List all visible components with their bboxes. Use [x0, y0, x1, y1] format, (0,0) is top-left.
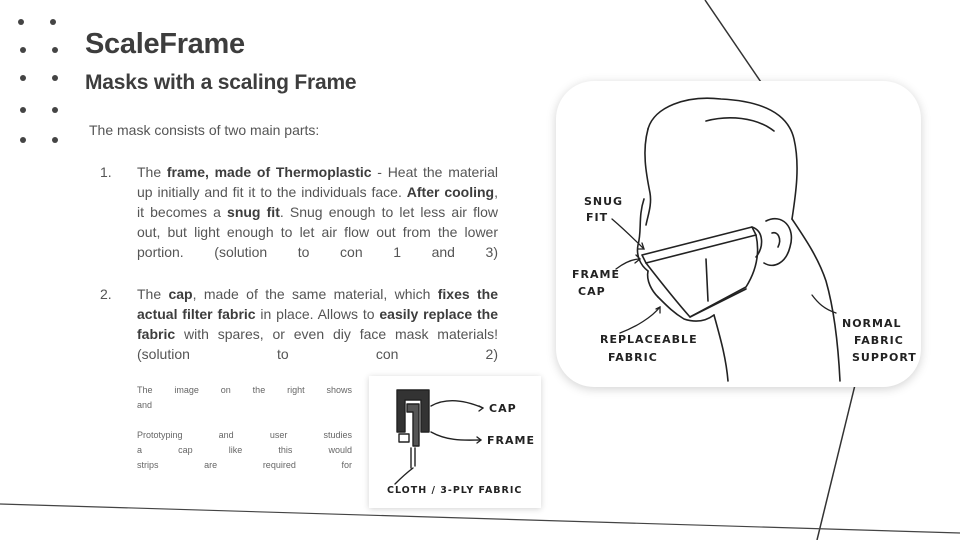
- note-line: Prototyping and user studies: [137, 430, 352, 440]
- dot: [52, 137, 58, 143]
- cap-detail-card: [369, 376, 541, 508]
- cap-detail-sketch: [369, 376, 541, 508]
- dot: [20, 107, 26, 113]
- diagonal-line-bottom: [817, 385, 855, 540]
- label-detail-frame: FRAME: [487, 434, 535, 447]
- label-normal-fabric: FABRIC: [854, 334, 904, 347]
- list-number: 2.: [100, 286, 112, 302]
- label-cap: CAP: [578, 285, 606, 298]
- label-frame: FRAME: [572, 268, 620, 281]
- note-line: strips are required for: [137, 460, 352, 470]
- label-support: SUPPORT: [852, 351, 917, 364]
- dot: [20, 75, 26, 81]
- list-number: 1.: [100, 164, 112, 180]
- emphasis: cap: [168, 286, 193, 302]
- dot: [20, 137, 26, 143]
- list-item-frame: [100, 162, 498, 262]
- slide-title: ScaleFrame: [85, 28, 245, 60]
- mask-head-sketch: [556, 81, 921, 387]
- emphasis: snug fit: [227, 204, 280, 220]
- dot: [52, 75, 58, 81]
- note-line: and: [137, 400, 153, 410]
- label-detail-cap: CAP: [489, 402, 517, 415]
- emphasis: fixes the actual filter fabric: [137, 286, 498, 322]
- item-text: The frame, made of Thermoplastic - Heat the material up initially and fit it to the individuals face. After cooling, it becomes a snug fit. Snug enough to let less air flow out, but light enough to let air flow out from the lower portion. (solution to con 1 and 3): [137, 164, 499, 260]
- list-item-cap: [100, 284, 498, 364]
- emphasis: easily replace the fabric: [137, 306, 498, 342]
- footnote-text: [137, 383, 352, 473]
- note-line: a cap like this would: [137, 445, 352, 455]
- mask-sketch-card: [556, 81, 921, 387]
- diagonal-line-top: [705, 0, 765, 88]
- dot: [18, 19, 24, 25]
- dot: [52, 107, 58, 113]
- label-fit: FIT: [586, 211, 609, 224]
- label-fabric: FABRIC: [608, 351, 658, 364]
- emphasis: frame, made of Thermoplastic: [166, 164, 372, 180]
- item-text: The cap, made of the same material, which fixes the actual filter fabric in place. Allows to easily replace the fabric with spares, or even diy face mask materials! (solution to con 2): [137, 286, 498, 362]
- dot: [20, 47, 26, 53]
- label-detail-cloth: CLOTH / 3-PLY FABRIC: [387, 485, 523, 496]
- parts-list: [100, 162, 498, 386]
- label-normal: NORMAL: [842, 317, 902, 330]
- emphasis: After cooling: [406, 184, 495, 200]
- dot: [52, 47, 58, 53]
- slide-subtitle: Masks with a scaling Frame: [85, 71, 357, 94]
- intro-text: The mask consists of two main parts:: [89, 122, 320, 138]
- label-replaceable: REPLACEABLE: [600, 333, 698, 346]
- label-snug: SNUG: [584, 195, 624, 208]
- bottom-sweep-line: [0, 504, 960, 533]
- note-line: The image on the right shows: [137, 385, 352, 395]
- dot: [50, 19, 56, 25]
